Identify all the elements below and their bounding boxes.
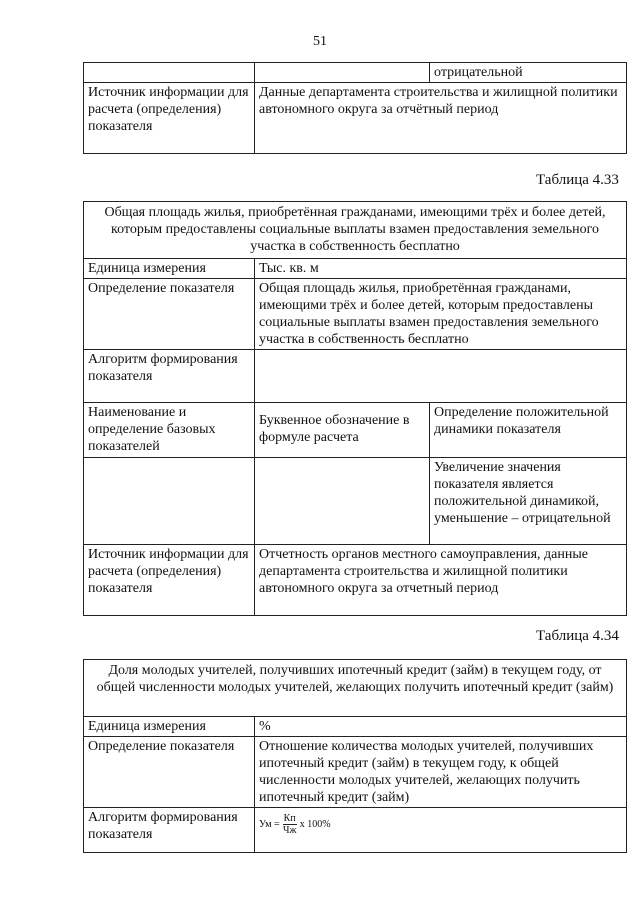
formula-rhs: х 100% xyxy=(299,819,331,830)
table-row xyxy=(84,279,627,350)
algorithm-label: Алгоритм формирования показателя xyxy=(84,350,255,403)
source-value: Данные департамента строительства и жилищной политики автономного округа за отчётный период xyxy=(255,83,627,154)
table-row xyxy=(84,660,627,717)
table-cell xyxy=(255,458,430,545)
table-row xyxy=(84,202,627,259)
table-row xyxy=(84,808,627,853)
formula-lhs: Ум = xyxy=(259,819,280,830)
table-cell xyxy=(84,458,255,545)
source-label: Источник информации для расчета (определения) показателя xyxy=(84,83,255,154)
table-caption: Таблица 4.33 xyxy=(536,172,619,188)
table-cell: отрицательной xyxy=(430,63,627,83)
unit-label: Единица измерения xyxy=(84,717,255,737)
formula xyxy=(259,809,622,836)
unit-label: Единица измерения xyxy=(84,259,255,279)
table-cell xyxy=(255,63,430,83)
table-row xyxy=(84,458,627,545)
table-continuation xyxy=(83,62,627,154)
page-number: 51 xyxy=(313,34,327,49)
table-title: Общая площадь жилья, приобретённая гражданами, имеющими трёх и более детей, которым предоставлены социальные выплаты взамен предоставления земельного участка в собственность бесплатно xyxy=(84,202,627,259)
algorithm-label: Алгоритм формирования показателя xyxy=(84,808,255,853)
definition-value: Отношение количества молодых учителей, получивших ипотечный кредит (займ) в текущем году, к общей численности молодых учителей, желающих получить ипотечный кредит (займ) xyxy=(255,737,627,808)
definition-label: Определение показателя xyxy=(84,279,255,350)
table-row xyxy=(84,259,627,279)
source-value: Отчетность органов местного самоуправления, данные департамента строительства и жилищной политики автономного округа за отчетный период xyxy=(255,545,627,616)
formula-numerator: Кп xyxy=(283,813,296,824)
table-4-34 xyxy=(83,659,627,853)
table-row xyxy=(84,737,627,808)
base-dynamics-label: Определение положительной динамики показателя xyxy=(430,403,627,458)
dynamics-value: Увеличение значения показателя является положительной динамикой, уменьшение – отрицательной xyxy=(430,458,627,545)
definition-value: Общая площадь жилья, приобретённая гражданами, имеющими трёх и более детей, которым предоставлены социальные выплаты взамен предоставления земельного участка в собственность бесплатно xyxy=(255,279,627,350)
formula-fraction xyxy=(283,813,297,836)
unit-value: % xyxy=(255,717,627,737)
base-label: Наименование и определение базовых показателей xyxy=(84,403,255,458)
formula-denominator: Чж xyxy=(282,825,297,836)
unit-value: Тыс. кв. м xyxy=(255,259,627,279)
table-row xyxy=(84,545,627,616)
table-row xyxy=(84,717,627,737)
table-row xyxy=(84,83,627,154)
table-caption: Таблица 4.34 xyxy=(536,628,619,644)
table-row xyxy=(84,403,627,458)
formula-cell xyxy=(255,808,627,853)
algorithm-value xyxy=(255,350,627,403)
table-title: Доля молодых учителей, получивших ипотечный кредит (займ) в текущем году, от общей численности молодых учителей, желающих получить ипотечный кредит (займ) xyxy=(84,660,627,717)
base-letter-label: Буквенное обозначение в формуле расчета xyxy=(255,403,430,458)
table-row xyxy=(84,63,627,83)
definition-label: Определение показателя xyxy=(84,737,255,808)
table-4-33 xyxy=(83,201,627,616)
table-cell xyxy=(84,63,255,83)
source-label: Источник информации для расчета (определения) показателя xyxy=(84,545,255,616)
table-row xyxy=(84,350,627,403)
